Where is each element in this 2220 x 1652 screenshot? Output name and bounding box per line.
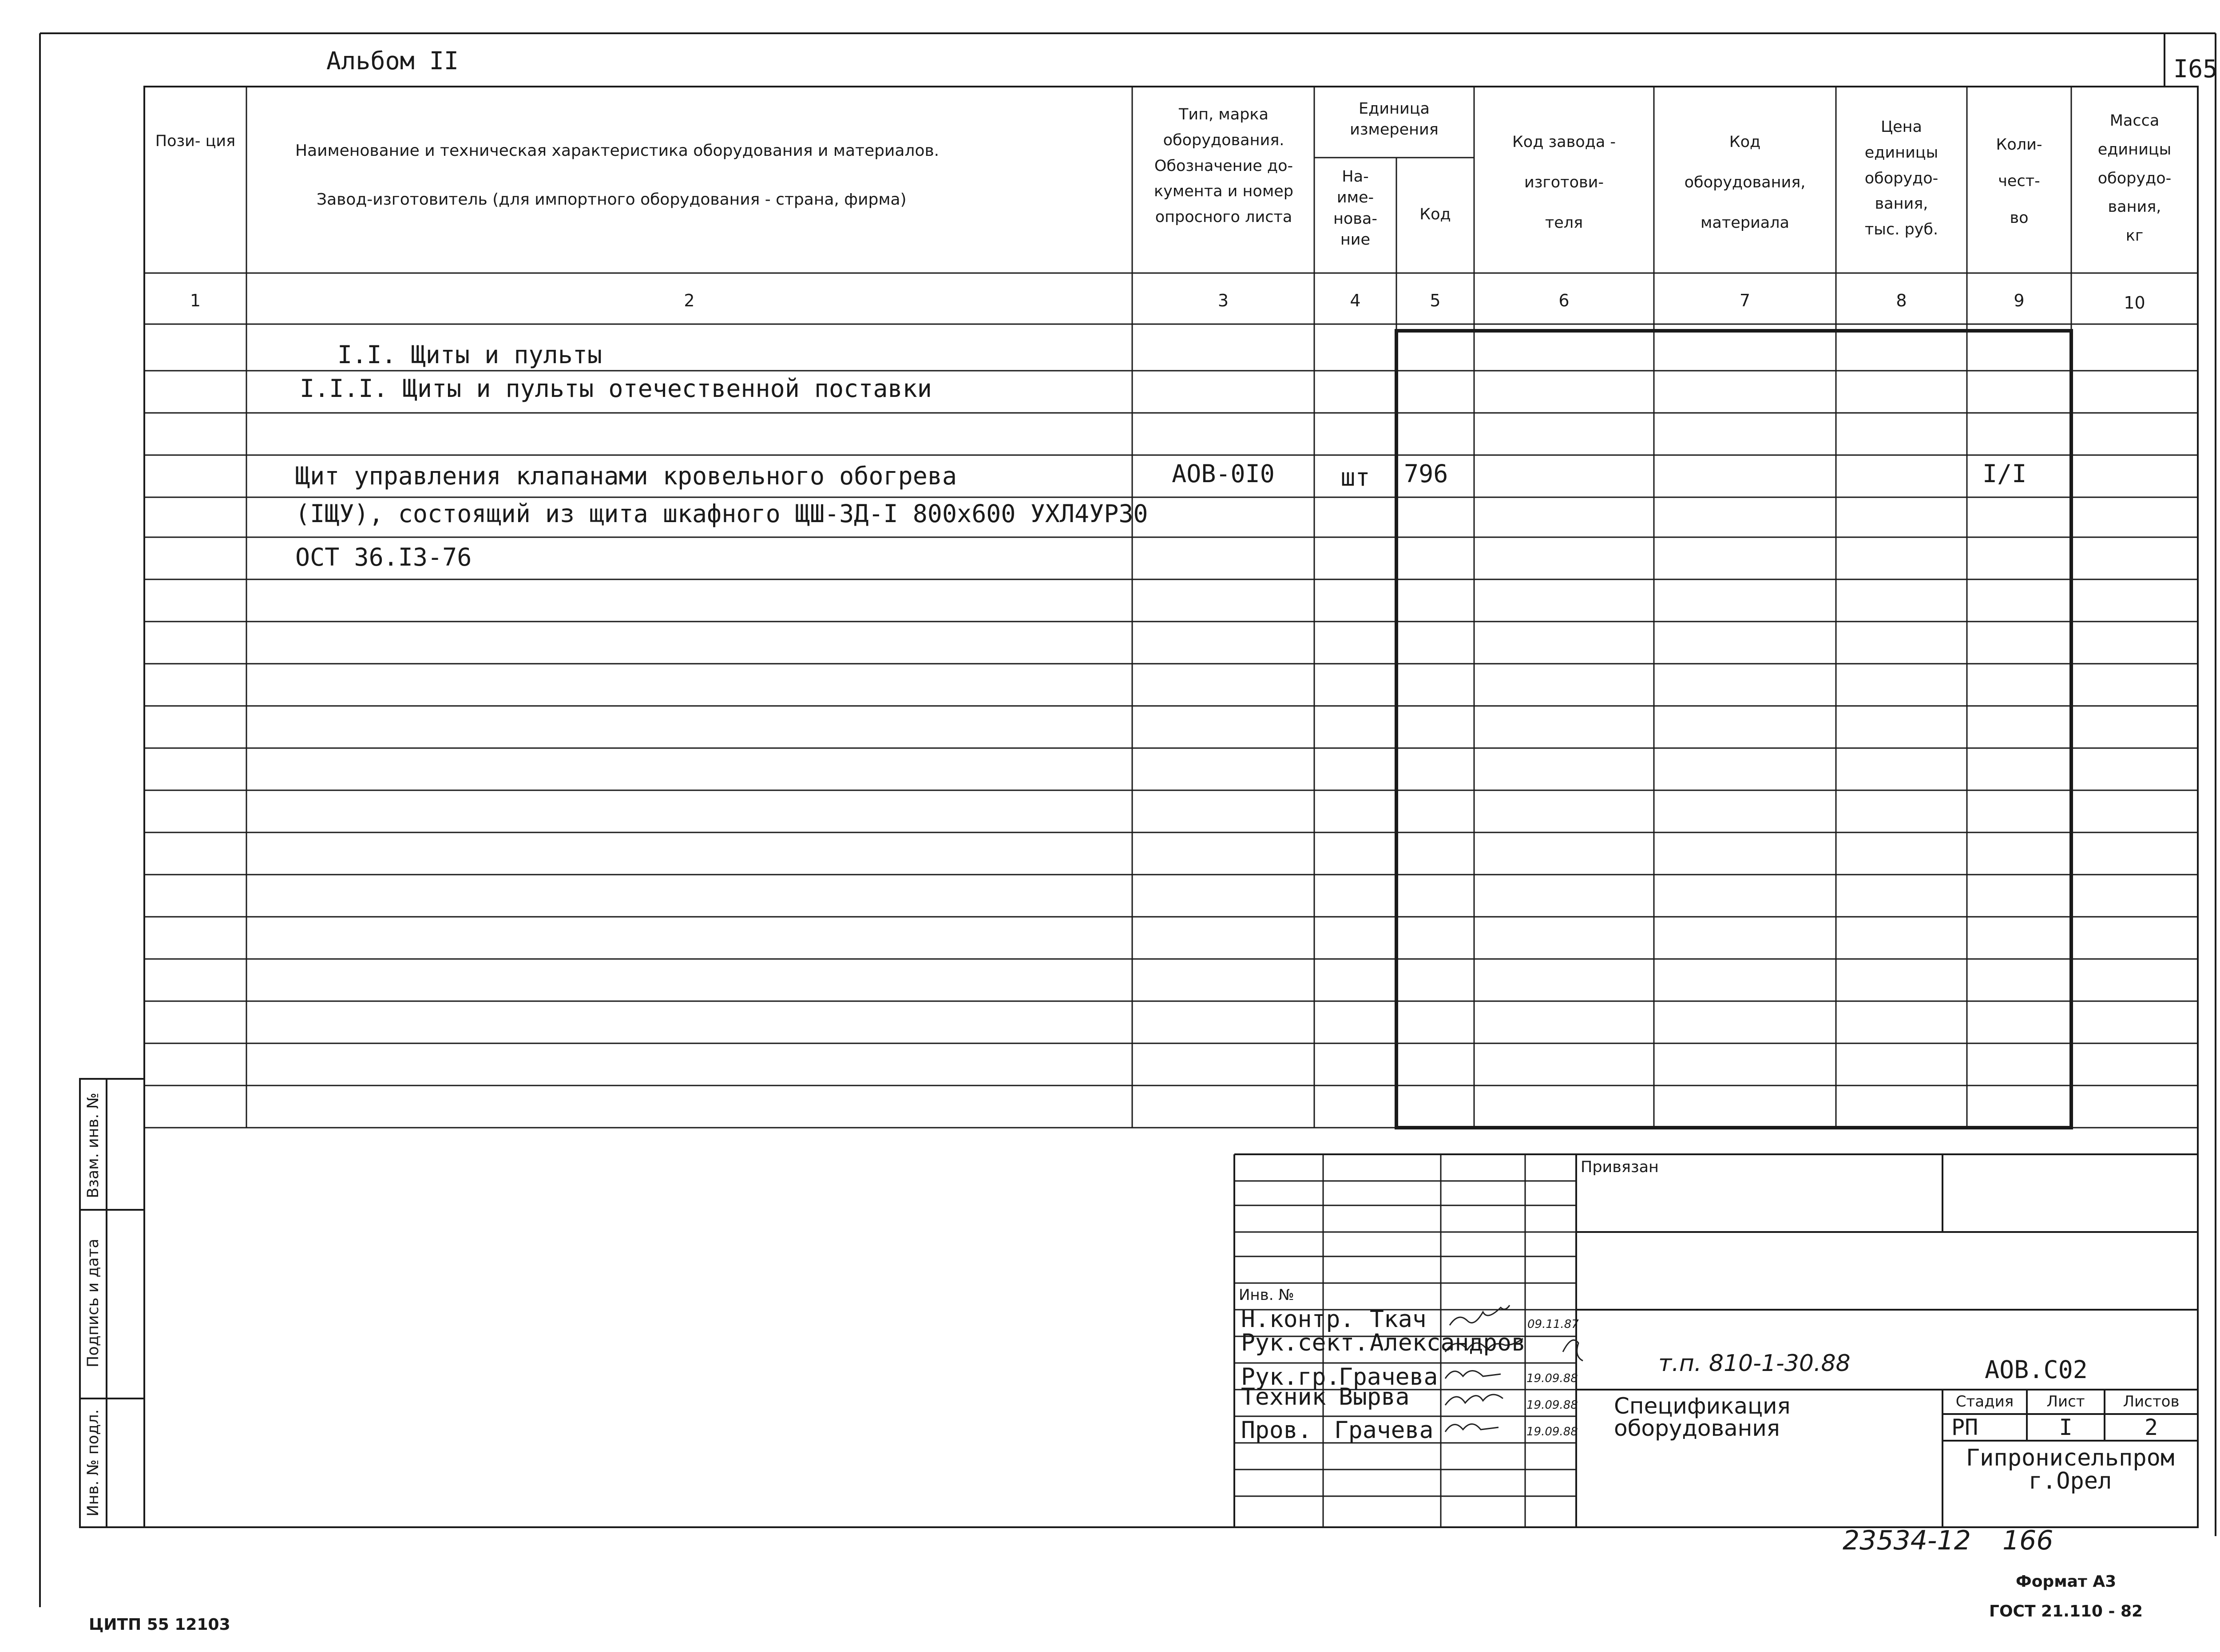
privyazan-label: Привязан [1581, 1158, 1659, 1176]
header-unit-name: На- име- нова- ние [1333, 168, 1377, 249]
page-number-handwritten: 166 [2002, 1525, 2054, 1556]
header-unit-code: Код [1419, 206, 1451, 223]
organization: Гипронисельпром г.Орел [1966, 1445, 2175, 1494]
signer-role-2: Рук.сект. [1241, 1329, 1369, 1356]
project-code: т.п. 810-1-30.88 [1658, 1350, 1851, 1377]
item-unit-code: 796 [1404, 460, 1448, 488]
signer-name-4: Вырва [1339, 1383, 1410, 1410]
signer-date-1: 09.11.87 [1527, 1318, 1579, 1331]
header-name-line2: Завод-изготовитель (для импортного оборудования - страна, фирма) [317, 190, 907, 209]
inv-number-label: Инв. № [1239, 1286, 1294, 1304]
sheet-number: I65 [2173, 55, 2218, 83]
signer-date-4: 19.09.88 [1526, 1398, 1578, 1412]
col-number-5: 5 [1430, 291, 1441, 310]
signer-role-3: Рук.гр. [1241, 1363, 1340, 1391]
header-price: Цена единицы оборудо- вания, тыс. руб. [1864, 118, 1939, 238]
format-label: Формат А3 [2016, 1573, 2117, 1591]
stage-label: Стадия [1955, 1393, 2014, 1410]
col-number-4: 4 [1350, 291, 1361, 310]
section-title: I.I. Щиты и пульты [337, 341, 603, 369]
item-name-line2: (IЩУ), состоящий из щита шкафного ЩШ-ЗД-I 800x600 УХЛ4УР30 [295, 499, 1148, 528]
signer-name-5: Грачева [1334, 1417, 1434, 1444]
citp-label: ЦИТП 55 12103 [89, 1616, 230, 1634]
header-name-line1: Наименование и техническая характеристика оборудования и материалов. [295, 142, 940, 160]
col-number-8: 8 [1896, 291, 1907, 310]
header-factory-code: Код завода - изготови- теля [1512, 133, 1616, 232]
item-unit: шт [1340, 463, 1370, 491]
sheet-label: Лист [2046, 1393, 2085, 1410]
header-type: Тип, марка оборудования. Обозначение до- кумента и номер опросного листа [1154, 106, 1293, 226]
stamp-inv-podl: Инв. № подл. [84, 1409, 102, 1517]
col-number-6: 6 [1558, 291, 1570, 310]
signer-name-2: Александров [1370, 1329, 1526, 1356]
col-number-10: 10 [2124, 293, 2145, 313]
item-type: АОВ-0I0 [1172, 460, 1275, 488]
signer-date-5: 19.09.88 [1526, 1425, 1578, 1438]
document-title: Спецификация оборудования [1614, 1393, 1791, 1441]
stage-value: РП [1951, 1414, 1978, 1440]
item-name-line1: Щит управления клапанами кровельного обогрева [295, 462, 957, 490]
album-label: Альбом II [326, 47, 459, 75]
stamp-podpis-data: Подпись и дата [84, 1239, 102, 1367]
signer-role-5: Пров. [1241, 1417, 1312, 1444]
col-number-7: 7 [1739, 291, 1751, 310]
document-code: АОВ.С02 [1985, 1355, 2088, 1384]
signer-name-3: Грачева [1339, 1363, 1438, 1391]
subsection-title: I.I.I. Щиты и пульты отечественной поставки [300, 374, 932, 403]
stamp-vzam-inv: Взам. инв. № [84, 1093, 102, 1198]
sheets-value: 2 [2144, 1414, 2158, 1440]
header-quantity: Коли- чест- во [1996, 136, 2042, 227]
sheets-label: Листов [2123, 1393, 2180, 1410]
header-position: Пози- ция [155, 132, 236, 150]
header-equipment-code: Код оборудования, материала [1684, 133, 1806, 232]
signer-name-1: Ткач [1370, 1306, 1427, 1333]
inventory-number-handwritten: 23534-12 [1843, 1525, 1971, 1556]
header-mass: Масса единицы оборудо- вания, кг [2097, 112, 2172, 245]
item-name-line3: ОСТ 36.I3-76 [295, 543, 472, 571]
gost-label: ГОСТ 21.110 - 82 [1989, 1602, 2143, 1620]
col-number-3: 3 [1217, 291, 1229, 310]
signer-role-4: Техник [1241, 1383, 1326, 1410]
sheet-value: I [2059, 1414, 2073, 1440]
col-number-2: 2 [684, 291, 695, 310]
signer-role-1: Н.контр. [1241, 1306, 1355, 1333]
header-unit: Единица измерения [1350, 100, 1439, 139]
signer-date-3: 19.09.88 [1526, 1372, 1578, 1385]
item-quantity: I/I [1982, 460, 2027, 488]
col-number-1: 1 [190, 291, 201, 310]
col-number-9: 9 [2014, 291, 2025, 310]
